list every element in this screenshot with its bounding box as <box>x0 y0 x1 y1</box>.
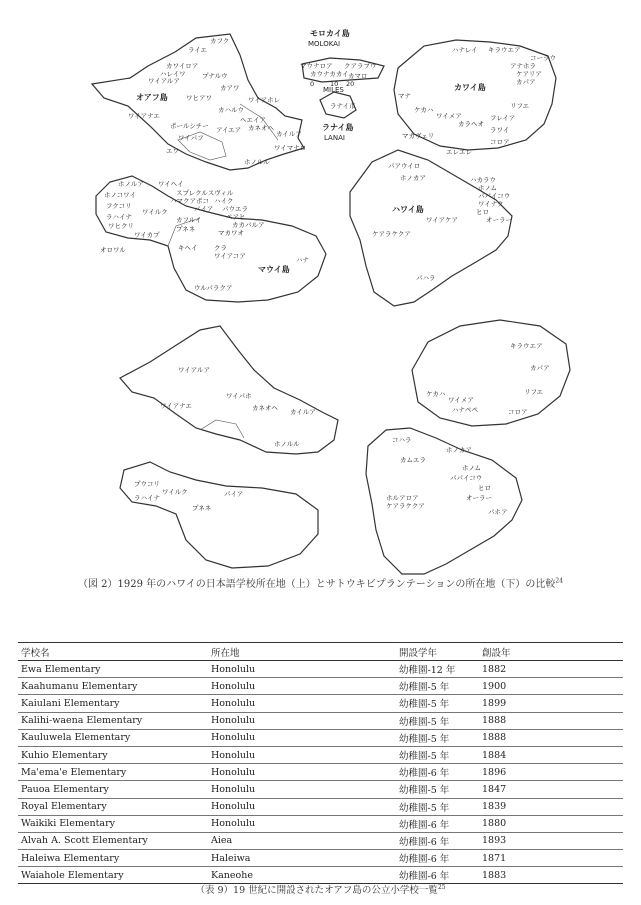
table-cell: Haleiwa <box>211 852 251 864</box>
table-cell: Honolulu <box>211 715 256 727</box>
map-label: ラハイナ <box>134 494 160 502</box>
map-label: パパイコウ <box>450 474 483 482</box>
table-cell: Kaneohe <box>211 869 253 881</box>
table-cell: Honolulu <box>211 766 256 778</box>
map-label: ワイナク <box>478 200 504 208</box>
table-caption <box>0 882 641 896</box>
school-table <box>18 642 623 884</box>
scale-tick: 20 <box>346 80 355 88</box>
map-label: カネオヘ <box>248 124 274 132</box>
map-label: オーラー <box>466 494 492 502</box>
map-label: パパイコウ <box>478 192 511 200</box>
map-label: ケカハ <box>414 106 434 114</box>
map-label: キラウエア <box>488 46 521 54</box>
header-location: 所在地 <box>211 647 240 659</box>
table-cell: Honolulu <box>211 783 256 795</box>
table-cell: Alvah A. Scott Elementary <box>21 835 148 847</box>
map-label: ハレイワ <box>160 70 186 78</box>
molokai-lanai-labels <box>300 28 377 142</box>
map-label: クアラプウ <box>344 62 377 70</box>
island-name: ハワイ島 <box>392 205 424 214</box>
map-label: カパア <box>530 364 550 372</box>
table-row <box>18 730 623 747</box>
table-row <box>18 799 623 816</box>
table-cell: 1847 <box>482 783 507 795</box>
map-label: ヘエイア <box>240 116 266 124</box>
map-label: パアウイロ <box>388 162 421 170</box>
map-label: カムエラ <box>400 456 426 464</box>
table-cell: Honolulu <box>211 732 256 744</box>
map-label: ポールシチー <box>170 122 209 130</box>
table-cell: Kuhio Elementary <box>21 749 108 761</box>
table-row <box>18 850 623 867</box>
map-label: ラハイナ <box>106 213 132 221</box>
table-cell: Honolulu <box>211 663 256 675</box>
map-label: ワイアナエ <box>160 402 192 410</box>
table-cell: Kauluwela Elementary <box>21 732 131 744</box>
map-label: ケカハ <box>426 390 446 398</box>
table-cell: 幼稚園-5 年 <box>399 716 450 728</box>
map-label: マカヴェリ <box>402 132 435 140</box>
header-founded: 創設年 <box>482 647 511 659</box>
table-cell: 幼稚園-6 年 <box>399 768 450 780</box>
island-name: オアフ島 <box>136 93 168 102</box>
map-label: アイエア <box>216 126 242 134</box>
map-label: パイア <box>194 205 214 213</box>
table-caption-footnote: 25 <box>437 883 446 891</box>
island-name: モロカイ島 <box>310 29 350 38</box>
map-label: ワイパホ <box>226 392 252 400</box>
map-label: ワヒクリ <box>108 222 134 230</box>
map-label: ワイメア <box>448 396 474 404</box>
island-name: カワイ島 <box>454 83 486 92</box>
map-label: エワ <box>166 147 179 155</box>
oahu-island-bottom <box>120 326 338 454</box>
map-label: ハナペペ <box>452 406 478 414</box>
map-label: コハラ <box>392 436 412 444</box>
map-label: フレイア <box>490 114 516 122</box>
map-label: マカワオ <box>218 229 244 237</box>
map-label: パハラ <box>416 274 436 282</box>
map-label: リフエ <box>524 388 544 396</box>
map-label: ハイク <box>214 197 234 205</box>
table-cell: Honolulu <box>211 697 256 709</box>
map-label: ホノルア <box>118 180 144 188</box>
map-label: カワイロア <box>166 62 199 70</box>
table-row <box>18 781 623 798</box>
table-cell: 1900 <box>482 680 507 692</box>
table-row <box>18 833 623 850</box>
map-label: ハナ <box>296 256 309 264</box>
map-label: ワイルク <box>142 208 168 216</box>
scale-tick: 10 <box>330 80 339 88</box>
map-label: プナルウ <box>202 72 228 80</box>
table-cell: 1883 <box>482 869 507 881</box>
table-cell: Waikiki Elementary <box>21 818 115 830</box>
map-label: キラウエア <box>510 342 543 350</box>
map-label: ホノカア <box>446 446 472 454</box>
map-label: コロア <box>490 138 510 146</box>
table-body <box>18 661 623 884</box>
kauai-island-bottom <box>412 320 570 426</box>
map-label: アナホラ <box>510 62 536 70</box>
table-cell: Honolulu <box>211 749 256 761</box>
map-label: プネネ <box>176 225 196 233</box>
map-label: クラ <box>214 244 227 252</box>
map-label: カラヘオ <box>458 120 484 128</box>
table-row <box>18 747 623 764</box>
table-cell: 幼稚園-12 年 <box>399 665 456 677</box>
map-label: ワイアコア <box>214 252 246 260</box>
map-label: ハカラウ <box>470 176 496 184</box>
map-label: ホノルル <box>244 158 270 166</box>
map-label: オーラー <box>486 216 512 224</box>
map-label: ワヒアワ <box>186 94 212 102</box>
table-cell: 幼稚園-5 年 <box>399 733 450 745</box>
table-cell: Ma'ema'e Elementary <box>21 766 127 778</box>
map-label: ワイアホレ <box>248 96 281 104</box>
map-label: プウコリ <box>134 480 160 488</box>
table-cell: Honolulu <box>211 801 256 813</box>
map-label: エレエレ <box>446 148 472 156</box>
map-label: ウルパラクア <box>194 284 233 292</box>
map-label: ワイパフ <box>178 134 204 142</box>
map-label: ハマクアポコ <box>170 197 209 205</box>
map-label: ホルアロア <box>386 494 419 502</box>
table-row <box>18 764 623 781</box>
island-name: マウイ島 <box>258 265 290 274</box>
map-label: ワイアケア <box>426 216 458 224</box>
table-cell: 1893 <box>482 835 507 847</box>
map-label: パウエラ <box>222 205 248 213</box>
table-header <box>18 642 623 661</box>
table-cell: Kaahumanu Elementary <box>21 680 138 692</box>
map-label: ホノコワイ <box>104 191 136 199</box>
island-name-en: MOLOKAI <box>308 40 341 48</box>
table-cell: Waiahole Elementary <box>21 869 124 881</box>
table-cell: 1839 <box>482 801 507 813</box>
map-label: ホノルル <box>274 440 300 448</box>
island-name: ラナイ島 <box>322 123 354 132</box>
map-label: コロア <box>508 408 528 416</box>
map-label: リフエ <box>510 102 530 110</box>
map-label: プネネ <box>192 504 212 512</box>
map-label: ワイルク <box>162 488 188 496</box>
map-label: ワイカプ <box>134 231 160 239</box>
map-label: パイア <box>224 490 244 498</box>
map-label: キヘイ <box>178 244 198 252</box>
table-cell: 幼稚園-6 年 <box>399 836 450 848</box>
figure-caption <box>0 575 641 590</box>
hawaii-island-top <box>350 150 512 306</box>
table-cell: 1888 <box>482 732 507 744</box>
table-cell: 1899 <box>482 697 507 709</box>
table-cell: 幼稚園-6 年 <box>399 854 450 866</box>
map-label: カマロ <box>348 72 368 80</box>
map-label: カイルア <box>290 408 316 416</box>
map-label: スプレクルスヴィル <box>176 189 234 197</box>
table-cell: Honolulu <box>211 818 256 830</box>
map-label: カフク <box>210 37 230 45</box>
map-label: ハナレイ <box>452 46 478 54</box>
map-label: カアワ <box>220 84 240 92</box>
table-cell: 1888 <box>482 715 507 727</box>
table-cell: 1896 <box>482 766 507 778</box>
map-label: ヒロ <box>478 484 491 492</box>
map-label: ワイヘイ <box>158 180 184 188</box>
map-label: オロワル <box>100 246 126 254</box>
map-label: ホノム <box>478 184 498 192</box>
map-label: ワイアナエ <box>128 112 160 120</box>
table-cell: Pauoa Elementary <box>21 783 109 795</box>
map-label: ワイメア <box>436 112 462 120</box>
table-cell: 幼稚園-6 年 <box>399 871 450 883</box>
table-cell: Honolulu <box>211 680 256 692</box>
map-label: カイルア <box>276 130 302 138</box>
table-cell: 幼稚園-5 年 <box>399 802 450 814</box>
map-label: マウナロア <box>300 62 333 70</box>
island-name-en: LANAI <box>324 134 345 142</box>
map-label: コーラウ <box>530 54 556 62</box>
figure-caption-footnote: 24 <box>555 577 564 585</box>
map-label: ケアラケクア <box>386 502 425 510</box>
table-row <box>18 713 623 730</box>
map-label: フクコリ <box>106 202 132 210</box>
table-caption-text: （表 9）19 世紀に開設されたオアフ島の公立小学校一覧 <box>195 885 438 896</box>
map-label: ワイアルア <box>148 77 180 85</box>
map-label: カハルウ <box>218 106 244 114</box>
map-label: ホノカア <box>400 174 426 182</box>
table-cell: Kaiulani Elementary <box>21 697 120 709</box>
table-cell: 1880 <box>482 818 507 830</box>
scale-label: MILES <box>323 86 344 94</box>
scale-tick: 0 <box>310 80 315 88</box>
map-label: ラワイ <box>490 126 510 134</box>
table-cell: Aiea <box>211 835 233 847</box>
map-label: ライエ <box>188 46 208 54</box>
header-grades: 開設学年 <box>399 647 438 659</box>
header-school-name: 学校名 <box>21 647 50 659</box>
map-label: ホノム <box>462 464 482 472</box>
maui-island-bottom <box>120 462 318 568</box>
table-row <box>18 661 623 678</box>
table-cell: 幼稚園-5 年 <box>399 699 450 711</box>
table-cell: 幼稚園-5 年 <box>399 751 450 763</box>
map-label: ケアラケクア <box>372 230 411 238</box>
table-row <box>18 695 623 712</box>
map-label: カカバルア <box>232 221 265 229</box>
map-label: カネオヘ <box>252 404 278 412</box>
table-cell: 1871 <box>482 852 507 864</box>
table-cell: 幼稚園-5 年 <box>399 785 450 797</box>
map-label: ヒロ <box>476 208 489 216</box>
table-cell: 1884 <box>482 749 507 761</box>
map-label: カウナカカイ <box>310 70 349 78</box>
map-label: ラナイ市 <box>330 102 356 110</box>
map-label: マナ <box>398 92 411 100</box>
figure-caption-text: （図 2）1929 年のハワイの日本語学校所在地（上）とサトウキビプランテーションの所在地（下）の比較 <box>77 579 556 590</box>
map-label: ケアリア <box>516 70 542 78</box>
table-cell: 幼稚園-5 年 <box>399 682 450 694</box>
map-label: ペアヒ <box>226 213 246 221</box>
table-row <box>18 816 623 833</box>
table-cell: 1882 <box>482 663 507 675</box>
map-label: カフルイ <box>176 216 202 224</box>
table-cell: Haleiwa Elementary <box>21 852 120 864</box>
table-row <box>18 678 623 695</box>
table-cell: Kalihi-waena Elementary <box>21 715 143 727</box>
table-cell: Royal Elementary <box>21 801 107 813</box>
map-label: ワイアルア <box>178 366 210 374</box>
map-label: カパア <box>516 78 536 86</box>
map-label: ワイマナロ <box>274 144 307 152</box>
table-cell: 幼稚園-6 年 <box>399 819 450 831</box>
map-label: パホア <box>488 508 508 516</box>
table-cell: Ewa Elementary <box>21 663 101 675</box>
